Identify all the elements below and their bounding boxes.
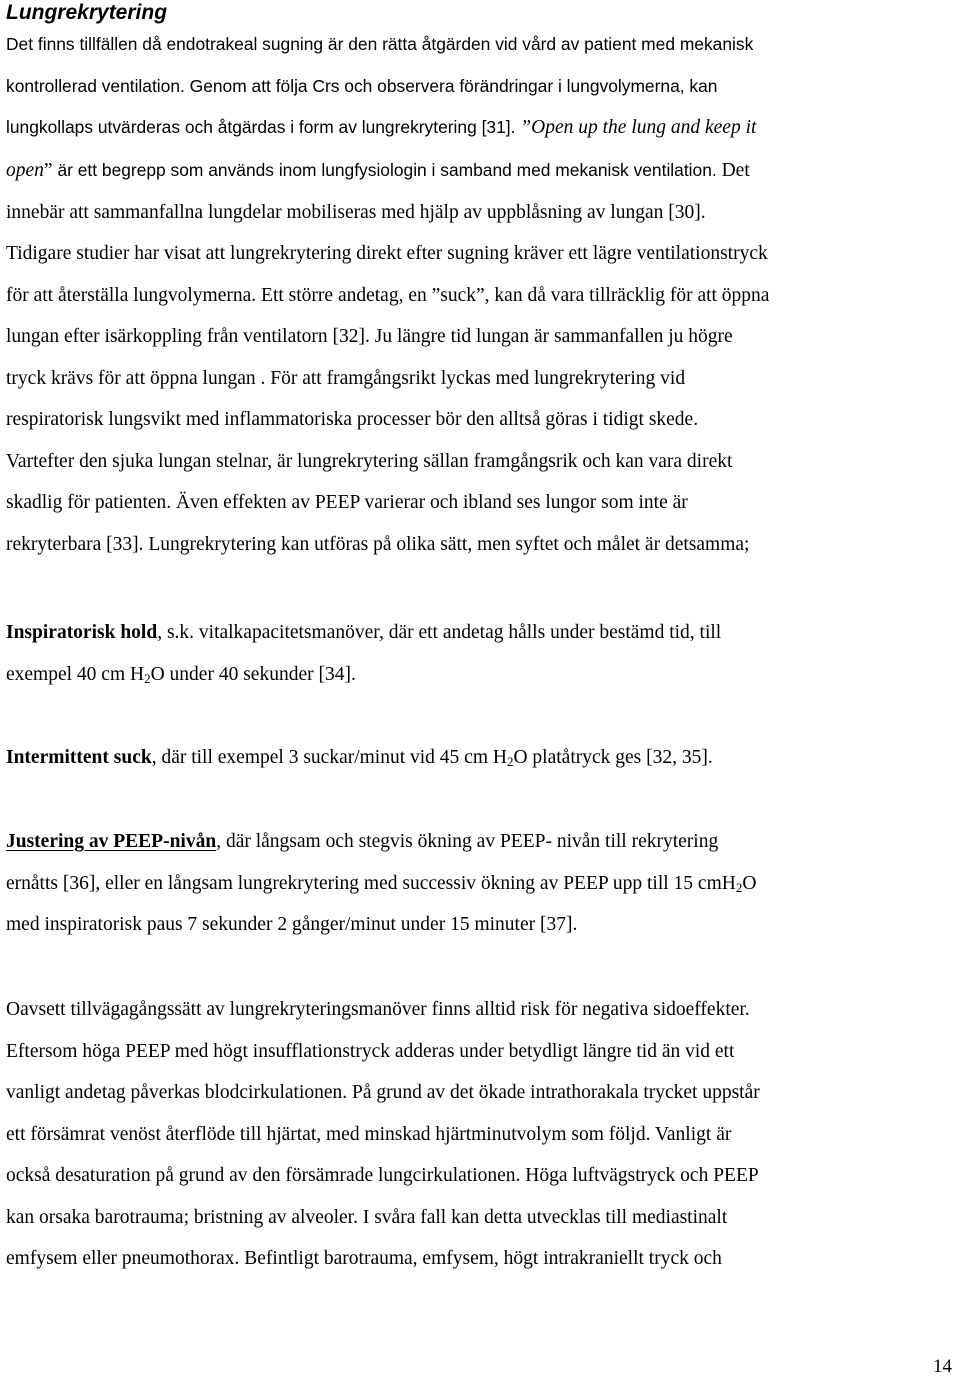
section-heading: Lungrekrytering (6, 1, 168, 24)
text-line: med inspiratorisk paus 7 sekunder 2 gånger/minut under 15 minuter [37]. (6, 914, 578, 935)
text-run: , s.k. vitalkapacitetsmanöver, där ett andetag hålls under bestämd tid, till (157, 622, 722, 643)
text-line (6, 316, 954, 358)
text-line (6, 1114, 954, 1156)
text-line: Eftersom höga PEEP med högt insufflationstryck adderas under betydligt längre tid än vid ett (6, 1040, 735, 1062)
text-line (6, 358, 954, 400)
text-run: rekryterbara [33]. (6, 533, 144, 555)
text-run: Ju längre tid lungan är sammanfallen ju högre (374, 326, 733, 347)
text-run: Lungrekrytering kan utföras på olika sätt, men syftet och målet är detsamma; (148, 533, 750, 555)
text-run: För att framgångsrikt lyckas med lungrekrytering vid (270, 367, 686, 389)
text-run: I svåra fall kan detta utvecklas till mediastinalt (362, 1206, 728, 1228)
term-label: Justering av PEEP-nivån (6, 831, 217, 852)
term-label: Inspiratorisk hold (6, 622, 158, 643)
quote-text: ”Open up the lung and keep it (520, 117, 757, 138)
text-line: innebär att sammanfallna lungdelar mobiliseras med hjälp av uppblåsning av lungan [30]. (6, 201, 706, 223)
text-line: Det finns tillfällen då endotrakeal sugning är den rätta åtgärden vid vård av patient med mekanisk (6, 34, 754, 54)
text-run: Ett större andetag, en ”suck”, kan då vara tillräcklig för att öppna (261, 284, 770, 306)
text-run: också desaturation på grund av den försämrade lungcirkulationen. (6, 1165, 521, 1186)
text-line: respiratorisk lungsvikt med inflammatoriska processer bör den alltså göras i tidigt skede. (6, 409, 699, 430)
text-line (6, 482, 954, 524)
text-run: kan orsaka barotrauma; bristning av alveoler. (6, 1206, 358, 1228)
intro-paragraph-sans (6, 24, 954, 149)
text-line (6, 1197, 954, 1239)
page-number: 14 (933, 1356, 952, 1377)
text-run: Det (721, 160, 750, 181)
text-line (6, 107, 954, 149)
text-run: lungkollaps utvärderas och åtgärdas i form av lungrekrytering [31]. (6, 117, 516, 137)
text-line: Oavsett tillvägagångssätt av lungrekryteringsmanöver finns alltid risk för negativa sidoeffekter. (6, 999, 750, 1020)
text-run: , där till exempel 3 suckar/minut vid 45 cm H (151, 747, 507, 768)
text-line (6, 863, 954, 905)
text-run: skadlig för patienten. (6, 492, 172, 513)
intro-paragraph-serif (6, 150, 954, 565)
text-line: kontrollerad ventilation. Genom att följa Crs och observera förändringar i lungvolymerna, kan (6, 75, 718, 96)
text-run: exempel 40 cm H (6, 663, 145, 685)
text-run: O under 40 sekunder [34]. (150, 663, 356, 685)
text-run: tryck krävs för att öppna lungan . (6, 367, 266, 389)
text-run: På grund av det ökade intrathorakala trycket uppstår (352, 1082, 760, 1103)
text-line: Tidigare studier har visat att lungrekrytering direkt efter sugning kräver ett lägre ventilationstryck (6, 243, 768, 264)
text-run: lungan efter isärkoppling från ventilatorn [32]. (6, 326, 370, 347)
text-line (6, 612, 954, 654)
text-run: Även effekten av PEEP varierar och ibland ses lungor som inte är (176, 492, 688, 513)
suck-paragraph (6, 737, 954, 779)
peep-paragraph (6, 821, 954, 946)
quote-part: Open up the lung and keep it (531, 117, 757, 138)
text-line (6, 1238, 954, 1280)
text-line (6, 524, 954, 566)
subscript: 2 (735, 879, 743, 895)
text-run: O (742, 872, 757, 894)
text-line (6, 821, 954, 863)
text-line (6, 275, 954, 317)
text-run: O platåtryck ges [32, 35]. (513, 747, 713, 768)
text-line (6, 1155, 954, 1197)
text-line (6, 737, 954, 779)
text-run: ett försämrat venöst återflöde till hjärtat, med minskad hjärtminutvolym som följd. (6, 1123, 651, 1145)
text-run: emfysem eller pneumothorax. (6, 1248, 240, 1269)
text-run: , där långsam och stegvis ökning av PEEP- nivån till rekrytering (216, 831, 719, 852)
text-run: vanligt andetag påverkas blodcirkulationen. (6, 1082, 348, 1103)
subscript: 2 (144, 670, 151, 686)
text-run: ernåtts [36], eller en långsam lungrekrytering med successiv ökning av PEEP upp till 15 cmH (6, 872, 736, 894)
text-run: är ett begrepp som används inom lungfysiologin i samband med mekanisk ventilation. (57, 160, 717, 180)
hold-paragraph (6, 612, 954, 695)
text-line: open” är ett begrepp som används inom lungfysiologin i samband med mekanisk ventilation. Det (6, 160, 750, 181)
text-run: Vanligt är (654, 1123, 732, 1145)
text-run: för att återställa lungvolymerna. (6, 284, 257, 306)
text-run: Befintligt barotrauma, emfysem, högt intrakraniellt tryck och (244, 1248, 722, 1269)
text-line (6, 1072, 954, 1114)
text-run: Höga luftvägstryck och PEEP (525, 1165, 759, 1186)
text-line: Vartefter den sjuka lungan stelnar, är lungrekrytering sällan framgångsrik och kan vara direkt (6, 450, 733, 472)
text-line (6, 654, 954, 696)
subscript: 2 (506, 754, 514, 769)
risks-paragraph (6, 989, 954, 1280)
term-label: Intermittent suck (6, 747, 152, 768)
quote-part: open (6, 160, 44, 181)
